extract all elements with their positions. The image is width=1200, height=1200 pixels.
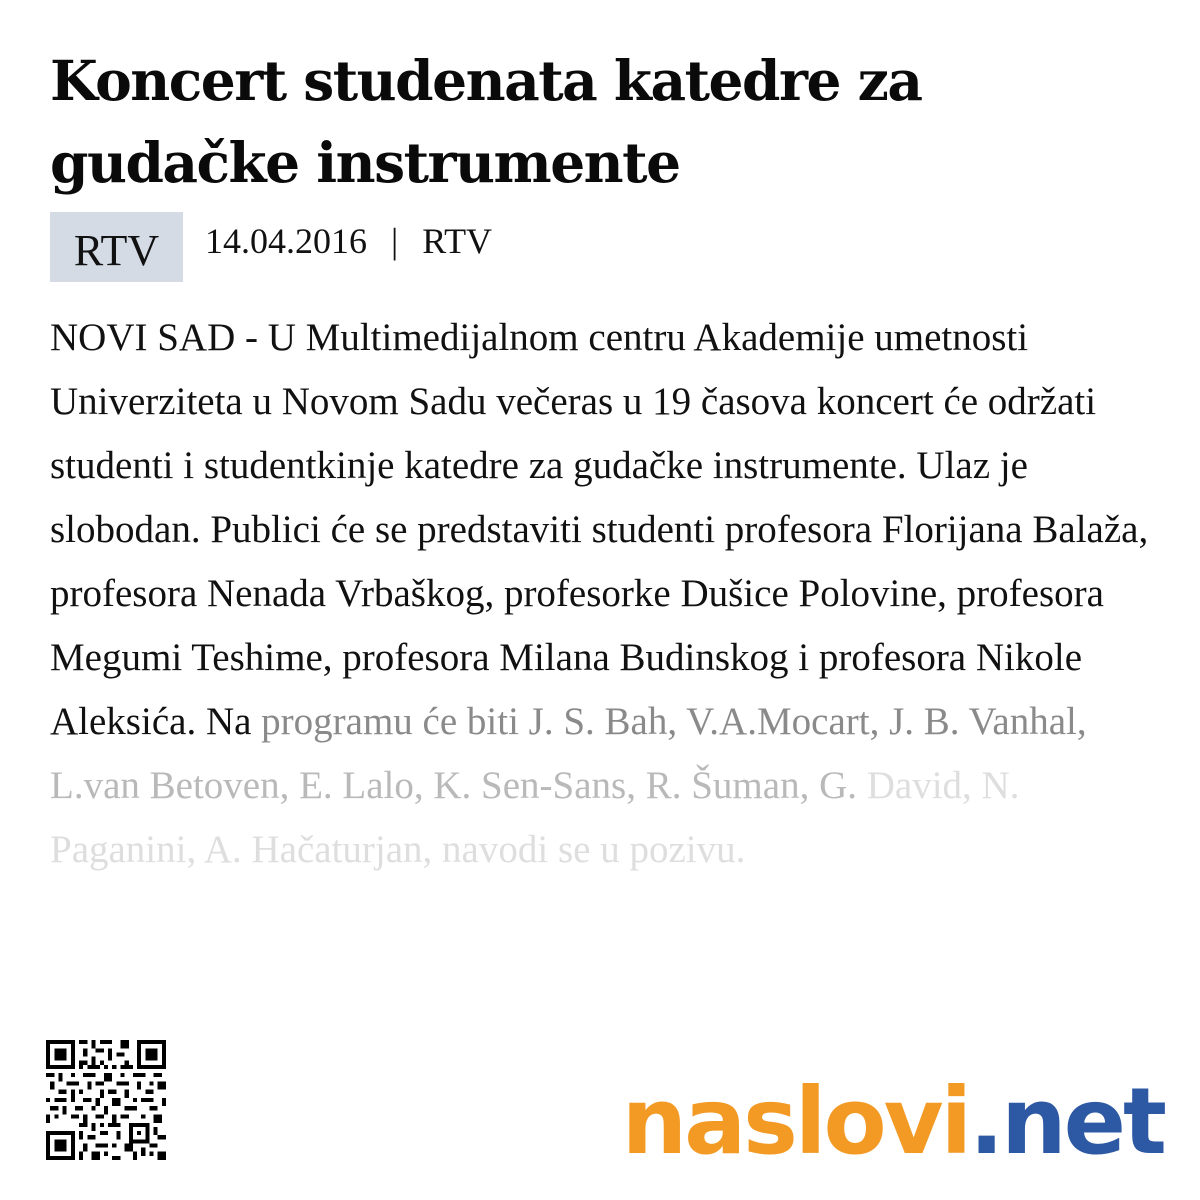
article-body [50,306,1150,882]
source-badge[interactable]: RTV [50,212,183,282]
meta-info [205,220,492,262]
logo-part-net: .net [969,1068,1164,1175]
article-date: 14.04.2016 [205,221,367,261]
article-body-fade-3: David, N. Paganini, A. Hačaturjan, navodi se u pozivu. [50,764,1020,871]
article-body-fade-1: programu će biti J. S. Bah, V.A.Mocart, J. B. Vanhal, [261,700,1087,743]
logo-part-naslovi: naslovi [621,1068,970,1175]
naslovi-net-logo[interactable] [621,1058,1164,1175]
article-source[interactable]: RTV [422,221,493,261]
meta-separator: | [391,221,399,261]
article-meta [50,212,492,282]
article-title: Koncert studenata katedre za gudačke instrumente [50,48,922,195]
article-body-main: NOVI SAD - U Multimedijalnom centru Akademije umetnosti Univerziteta u Novom Sadu večeras u 19 časova koncert će održati studenti i studentkinje katedre za gudačke instrumente. Ulaz je slobodan. Publici će se predstaviti studenti profesora Florijana Balaža, profesora Nenada Vrbaškog, profesorke Dušice Polovine, profesora Megumi Teshime, profesora Milana Budinskog i profesora Nikole Aleksića. Na [50,316,1149,743]
qr-code-icon[interactable] [46,1037,166,1163]
article-body-fade-2: L.van Betoven, E. Lalo, K. Sen-Sans, R. Šuman, G. [50,764,857,807]
